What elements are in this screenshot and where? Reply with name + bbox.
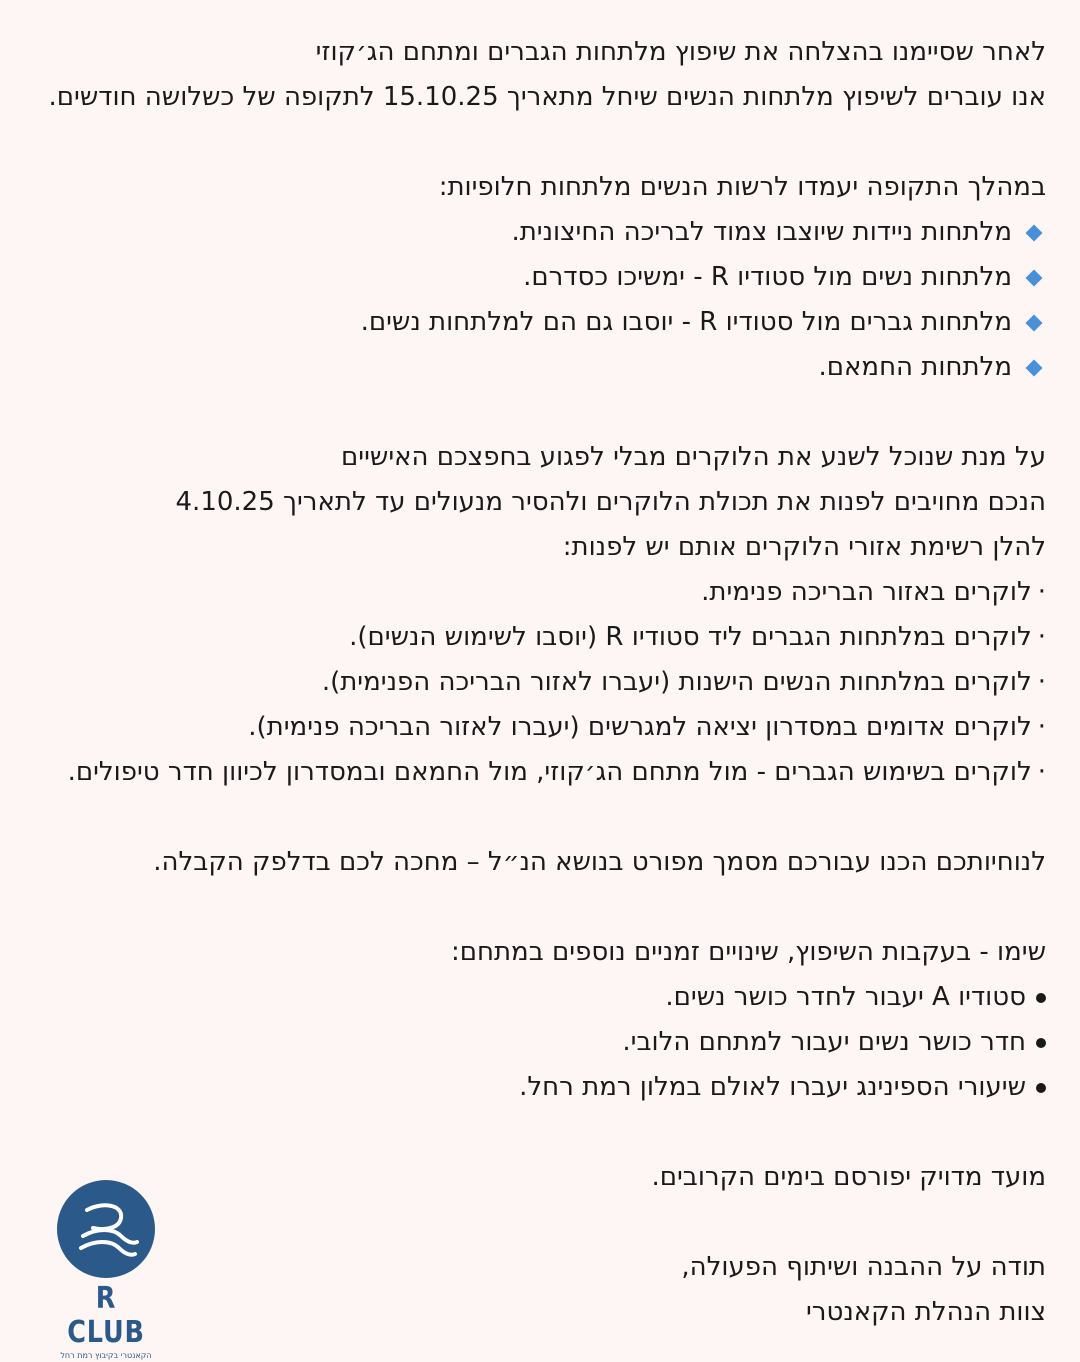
round-bullet-icon [1036, 1083, 1046, 1093]
announcement-text [16, 30, 1046, 1335]
round-bullet-icon [1036, 993, 1046, 1003]
dot-bullet-icon: · [1037, 757, 1046, 787]
list-item: ·לוקרים במלתחות הנשים הישנות (יעברו לאזור הבריכה הפנימית). [16, 660, 1046, 705]
list-item: חדר כושר נשים יעבור למתחם הלובי. [16, 1020, 1046, 1065]
closing-line: תודה על ההבנה ושיתוף הפעולה, [681, 1252, 1046, 1282]
intro-line: אנו עוברים לשיפוץ מלתחות הנשים שיחל מתאריך 15.10.25 לתקופה של כשלושה חודשים. [48, 82, 1046, 112]
logo-emblem-icon [57, 1180, 155, 1278]
lockers-line: להלן רשימת אזורי הלוקרים אותם יש לפנות: [562, 532, 1046, 562]
lockers-line: הנכם מחויבים לפנות את תכולת הלוקרים ולהסיר מנעולים עד לתאריך 4.10.25 [175, 487, 1046, 517]
list-item: מלתחות ניידות שיוצבו צמוד לבריכה החיצונית. [16, 210, 1046, 255]
list-item: סטודיו A יעבור לחדר כושר נשים. [16, 975, 1046, 1020]
list-item: ·לוקרים במלתחות הגברים ליד סטודיו R (יוסבו לשימוש הנשים). [16, 615, 1046, 660]
diamond-bullet-icon [1026, 269, 1043, 286]
signature-line: צוות הנהלת הקאנטרי [805, 1297, 1046, 1327]
list-item: מלתחות נשים מול סטודיו R - ימשיכו כסדרם. [16, 255, 1046, 300]
list-item: מלתחות גברים מול סטודיו R - יוסבו גם הם למלתחות נשים. [16, 300, 1046, 345]
diamond-bullet-icon [1026, 224, 1043, 241]
r-club-logo [50, 1180, 162, 1360]
list-item: מלתחות החמאם. [16, 345, 1046, 390]
diamond-bullet-icon [1026, 314, 1043, 331]
list-item: ·לוקרים אדומים במסדרון יציאה למגרשים (יעברו לאזור הבריכה פנימית). [16, 705, 1046, 750]
logo-name: R CLUB [67, 1281, 145, 1350]
round-bullet-icon [1036, 1038, 1046, 1048]
changes-heading: שימו - בעקבות השיפוץ, שינויים זמניים נוספים במתחם: [450, 937, 1046, 967]
dot-bullet-icon: · [1037, 577, 1046, 607]
exact-date-line: מועד מדויק יפורסם בימים הקרובים. [651, 1162, 1046, 1192]
list-item: ·לוקרים בשימוש הגברים - מול מתחם הג׳קוזי, מול החמאם ובמסדרון לכיוון חדר טיפולים. [16, 750, 1046, 795]
intro-line: לאחר שסיימנו בהצלחה את שיפוץ מלתחות הגברים ומתחם הג׳קוזי [315, 37, 1046, 67]
logo-tagline: הקאנטרי בקיבוץ רמת רחל [60, 1351, 152, 1360]
list-item: שיעורי הספינינג יעברו לאולם במלון רמת רחל. [16, 1065, 1046, 1110]
lockers-line: על מנת שנוכל לשנע את הלוקרים מבלי לפגוע בחפצכם האישיים [341, 442, 1046, 472]
dot-bullet-icon: · [1037, 667, 1046, 697]
convenience-line: לנוחיותכם הכנו עבורכם מסמך מפורט בנושא הנ״ל – מחכה לכם בדלפק הקבלה. [153, 847, 1046, 877]
dot-bullet-icon: · [1037, 622, 1046, 652]
alternatives-heading: במהלך התקופה יעמדו לרשות הנשים מלתחות חלופיות: [438, 172, 1046, 202]
diamond-bullet-icon [1026, 359, 1043, 376]
dot-bullet-icon: · [1037, 712, 1046, 742]
list-item: ·לוקרים באזור הבריכה פנימית. [16, 570, 1046, 615]
